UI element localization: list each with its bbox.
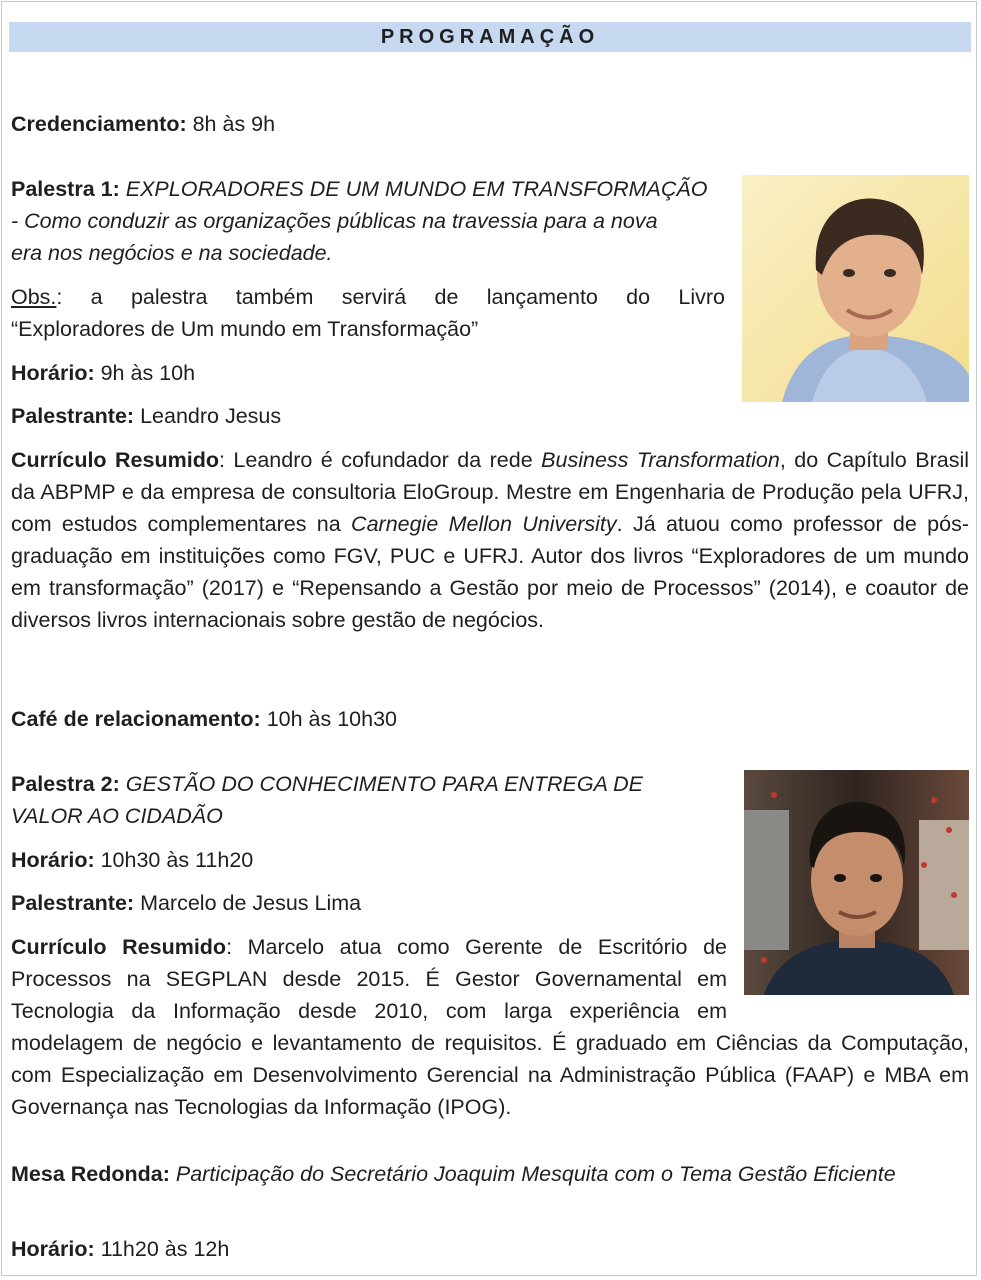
- obs-label: Obs.: [11, 285, 57, 309]
- mesa-horario: [11, 1233, 229, 1265]
- cafe-label: Café de relacionamento:: [11, 707, 261, 731]
- palestra2-curriculo-line3: [11, 995, 727, 1027]
- curriculo-text: : Marcelo atua como Gerente de Escritório de: [226, 935, 727, 959]
- mesa-value: Participação do Secretário Joaquim Mesquita com o Tema Gestão Eficiente: [169, 1162, 896, 1186]
- palestra1-palestrante-value: Leandro Jesus: [134, 404, 282, 428]
- curriculo-text: , do Capítulo Brasil da ABPMP e da empresa de consultoria EloGroup. Mestre em Engenharia de Produção pela UFRJ, com estudos complementares na: [11, 448, 969, 536]
- cafe-value: 10h às 10h30: [260, 707, 398, 731]
- palestra2-curriculo-label: Currículo Resumido: [11, 935, 227, 959]
- palestra1-obs-line2: [11, 313, 478, 345]
- palestra2-palestrante-label: Palestrante:: [11, 891, 135, 915]
- palestra2-title-end: VALOR AO CIDADÃO: [11, 804, 223, 828]
- mesa-horario-value: 11h20 às 12h: [94, 1237, 230, 1261]
- palestra1-palestrante: [11, 400, 281, 432]
- curriculo-italic: Carnegie Mellon University: [351, 512, 617, 536]
- curriculo-text: . Já atuou como professor de pós-graduação em instituições como FGV, PUC e UFRJ. Autor dos livros “Exploradores de um mundo em transformação” (2017) e “Repensando a Gestão por meio de Processos” (2014), e coautor de diversos livros internacionais sobre gestão de negócios.: [11, 512, 969, 632]
- palestra1-horario: [11, 357, 195, 389]
- speaker2-photo: [744, 770, 969, 995]
- palestra2-curriculo-line1: [11, 931, 727, 963]
- curriculo-text: : Leandro é cofundador da rede: [218, 448, 542, 472]
- palestra2-palestrante-value: Marcelo de Jesus Lima: [134, 891, 362, 915]
- palestra1-subtitle-end: era nos negócios e na sociedade.: [11, 241, 333, 265]
- palestra2-curriculo-rest: [11, 1027, 969, 1123]
- curriculo-text: Tecnologia da Informação desde 2010, com larga experiência em: [11, 999, 727, 1023]
- curriculo-italic: Business Transformation: [541, 448, 780, 472]
- palestra1-label: Palestra 1:: [11, 177, 120, 201]
- palestra2-title: GESTÃO DO CONHECIMENTO PARA ENTREGA DE: [119, 772, 643, 796]
- page-title: PROGRAMAÇÃO: [380, 25, 600, 48]
- palestra2-horario: [11, 844, 253, 876]
- obs-text: : a palestra também servirá de lançamento do Livro: [56, 285, 725, 309]
- palestra1-title-line1: [11, 173, 708, 205]
- palestra1-palestrante-label: Palestrante:: [11, 404, 135, 428]
- palestra1-title: EXPLORADORES DE UM MUNDO EM TRANSFORMAÇÃO: [119, 177, 708, 201]
- program-header: [9, 22, 971, 52]
- speaker1-photo: [742, 175, 969, 402]
- curriculo-text: modelagem de negócio e levantamento de requisitos. É graduado em Ciências da Computação, com Especialização em Desenvolvimento Gerencial na Administração Pública (FAAP) e MBA em Governança nas Tecnologias da Informação (IPOG).: [11, 1031, 969, 1119]
- palestra1-curriculo: [11, 444, 969, 636]
- mesa-horario-label: Horário:: [11, 1237, 95, 1261]
- palestra1-curriculo-label: Currículo Resumido: [11, 448, 219, 472]
- palestra2-horario-value: 10h30 às 11h20: [94, 848, 254, 872]
- palestra1-title-line3: [11, 237, 333, 269]
- palestra2-horario-label: Horário:: [11, 848, 95, 872]
- credenciamento-label: Credenciamento:: [11, 112, 187, 136]
- mesa-redonda: [11, 1158, 969, 1190]
- palestra1-title-line2: [11, 205, 658, 237]
- credenciamento-value: 8h às 9h: [186, 112, 276, 136]
- palestra1-horario-label: Horário:: [11, 361, 95, 385]
- cafe-line: [11, 703, 397, 735]
- palestra2-label: Palestra 2:: [11, 772, 120, 796]
- credenciamento-line: [11, 108, 275, 140]
- palestra2-curriculo-line2: [11, 963, 727, 995]
- palestra2-title-line1: [11, 768, 643, 800]
- curriculo-text: Processos na SEGPLAN desde 2015. É Gestor Governamental em: [11, 967, 727, 991]
- palestra2-title-line2: [11, 800, 223, 832]
- palestra1-subtitle: - Como conduzir as organizações públicas na travessia para a nova: [11, 209, 658, 233]
- obs-book-title: “Exploradores de Um mundo em Transformação”: [11, 317, 479, 341]
- palestra2-palestrante: [11, 887, 361, 919]
- mesa-label: Mesa Redonda:: [11, 1162, 170, 1186]
- palestra1-horario-value: 9h às 10h: [94, 361, 196, 385]
- palestra1-obs-line1: [11, 281, 725, 313]
